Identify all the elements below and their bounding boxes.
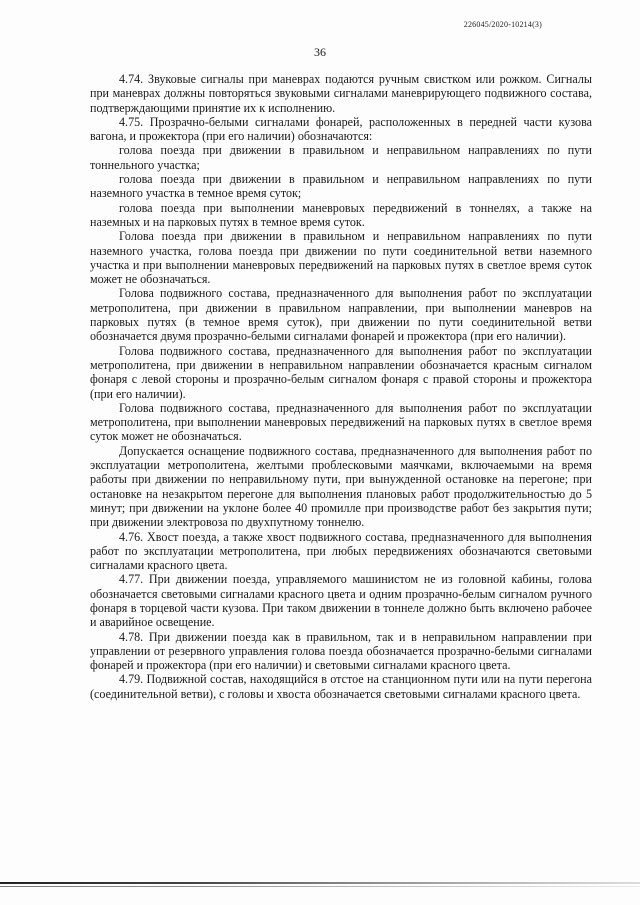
paragraph: Голова подвижного состава, предназначенного для выполнения работ по эксплуатации метрополитена, при движении в неправильном направлении обозначается красным сигналом фонаря с левой стороны и прозрачно-белым сигналом фонаря с правой стороны и прожектора (при его наличии). xyxy=(90,343,592,401)
paragraph-4-74: 4.74. Звуковые сигналы при маневрах подаются ручным свистком или рожком. Сигналы при маневрах должны повторяться звуковыми сигналами маневрирующего подвижного состава, подтверждающими принятие их к исполнению. xyxy=(90,72,592,115)
document-body xyxy=(90,72,592,701)
scan-edge-line xyxy=(0,882,640,884)
document-id: 226045/2020-10214(3) xyxy=(463,20,542,29)
paragraph-4-76: 4.76. Хвост поезда, а также хвост подвижного состава, предназначенного для выполнения работ по эксплуатации метрополитена, при любых передвижениях обозначаются световыми сигналами красного цвета. xyxy=(90,529,592,573)
paragraph-4-78: 4.78. При движении поезда как в правильном, так и в неправильном направлении при управлении от резервного управления голова поезда обозначается прозрачно-белыми сигналами фонарей и прожектора (при его наличии) и световыми сигналами красного цвета. xyxy=(90,629,592,673)
list-item: голова поезда при движении в правильном и неправильном направлениях по пути тоннельного участка; xyxy=(90,143,592,172)
paragraph: Голова поезда при движении в правильном и неправильном направлениях по пути наземного участка, голова поезда при движении по пути соединительной ветви наземного участка и при выполнении маневровых передвижений на парковых путях в светлое время суток может не обозначаться. xyxy=(90,229,592,287)
paragraph-4-77: 4.77. При движении поезда, управляемого машинистом не из головной кабины, голова обозначается световыми сигналами красного цвета и одним прозрачно-белым сигналом ручного фонаря в торцевой части кузова. При таком движении в тоннеле должно быть включено рабочее и аварийное освещение. xyxy=(90,572,592,630)
list-item: голова поезда при выполнении маневровых передвижений в тоннелях, а также на наземных и на парковых путях в темное время суток. xyxy=(90,200,592,229)
paragraph: Допускается оснащение подвижного состава, предназначенного для выполнения работ по эксплуатации метрополитена, желтыми проблесковыми маячками, включаемыми на время работы при движении по неправильному пути, при вынужденной остановке на перегоне; при остановке на незакрытом перегоне для выполнения плановых работ продолжительностью до 5 минут; при движении на уклоне более 40 промилле при производстве работ без закрытия пути; при движении электровоза по двухпутному тоннелю. xyxy=(90,443,592,530)
paragraph: Голова подвижного состава, предназначенного для выполнения работ по эксплуатации метрополитена, при выполнении маневровых передвижений на парковых путях в светлое время суток может не обозначаться. xyxy=(90,400,592,444)
page-number: 36 xyxy=(314,45,326,59)
paragraph-4-75: 4.75. Прозрачно-белыми сигналами фонарей, расположенных в передней части кузова вагона, и прожектора (при его наличии) обозначаются: xyxy=(90,114,592,144)
paragraph-4-79: 4.79. Подвижной состав, находящийся в отстое на станционном пути или на пути перегона (соединительной ветви), с головы и хвоста обозначается световыми сигналами красного цвета. xyxy=(90,672,592,701)
scan-edge-line xyxy=(0,886,640,887)
list-item: голова поезда при движении в правильном и неправильном направлениях по пути наземного участка в темное время суток; xyxy=(90,172,592,201)
paragraph: Голова подвижного состава, предназначенного для выполнения работ по эксплуатации метрополитена, при движении в правильном направлении, при выполнении маневров на парковых путях (в темное время суток), при движении по пути соединительной ветви обозначается двумя прозрачно-белыми сигналами фонарей и прожектора (при его наличии). xyxy=(90,286,592,344)
